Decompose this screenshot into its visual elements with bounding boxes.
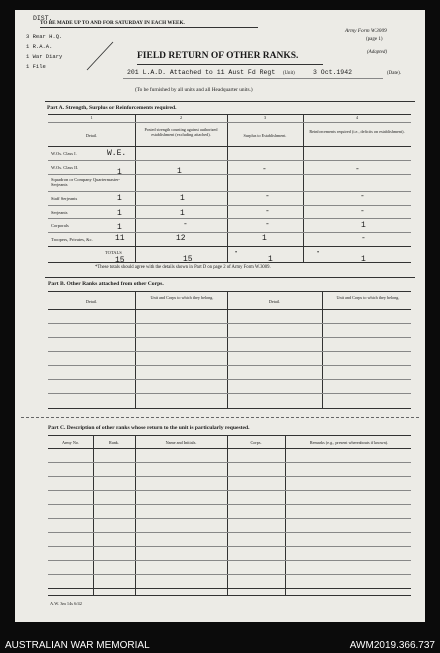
form-title: FIELD RETURN OF OTHER RANKS. <box>137 51 299 61</box>
row-label-staff-serjeants: Staff Serjeants <box>51 196 78 201</box>
part-c-header-remarks: Remarks (e.g., present whereabouts if known). <box>309 440 389 445</box>
part-c-header-corps: Corps. <box>250 440 262 445</box>
col-header-surplus: Surplus to Establishment. <box>243 133 287 138</box>
row-5-col-1: 1 <box>117 209 122 218</box>
furnish-note: (To be furnished by all units and all Headquarter units.) <box>135 87 253 93</box>
row-rule <box>48 174 411 175</box>
part-c-bottom-rule <box>48 595 411 596</box>
part-b-header-rule <box>48 309 411 310</box>
row-4-col-1: 1 <box>117 194 122 203</box>
part-b-bottom-rule <box>48 408 411 409</box>
part-c-col-line <box>135 435 136 595</box>
distribution-item-1: 3 Rear H.Q. <box>26 33 63 40</box>
row-rule <box>48 205 411 206</box>
part-c-rule-1 <box>48 435 411 436</box>
col-header-reinforcements: Reinforcements required (i.e., deficits on establishment). <box>309 129 405 134</box>
form-name: Army Form W.3009 <box>345 28 387 34</box>
row-5-col-4: - <box>360 207 365 216</box>
row-4-col-3: - <box>265 192 270 201</box>
row-4-col-4: - <box>360 192 365 201</box>
perforation-line <box>21 417 419 418</box>
part-c-row-rule <box>48 546 411 547</box>
col-number-3: 3 <box>263 115 267 120</box>
part-b-row-rule <box>48 351 411 352</box>
printer-mark: A.W. 3m 14s 6/42 <box>50 601 82 606</box>
totals-note: *These totals should agree with the details shown in Part D on page 2 of Army Form W.3009. <box>95 265 271 270</box>
adapted-label: (Adapted) <box>367 50 387 55</box>
distribution-item-3: 1 War Diary <box>26 53 63 60</box>
part-a-title: Part A. Strength, Surplus or Reinforcements required. <box>47 105 177 111</box>
row-7-col-3: 1 <box>262 234 267 243</box>
row-label-troopers: Troopers, Privates, &c. <box>51 237 93 242</box>
part-a-col-line <box>303 114 304 262</box>
row-2-col-1: 1 <box>117 168 122 177</box>
unit-label: (Unit) <box>283 71 295 76</box>
part-b-rule-2 <box>48 291 411 292</box>
col-number-rule <box>48 122 411 123</box>
row-rule <box>48 160 411 161</box>
unit-date-underline <box>123 78 383 79</box>
part-c-title: Part C. Description of other ranks whose return to the unit is particularly requested. <box>48 425 250 431</box>
row-5-col-3: - <box>265 207 270 216</box>
row-label-wo-class-1: W.Os. Class I. <box>51 151 77 156</box>
row-7-col-1: 11 <box>115 234 125 243</box>
part-c-col-line <box>93 435 94 595</box>
row-2-col-4: - <box>355 165 360 174</box>
row-1-col-1: W.E. <box>107 149 127 158</box>
col-number-4: 4 <box>355 115 359 120</box>
totals-dot-1: • <box>235 250 238 256</box>
col-header-detail: Detail. <box>85 133 98 138</box>
archive-footer <box>0 636 440 653</box>
part-c-col-line <box>227 435 228 595</box>
totals-bottom-rule <box>48 262 411 263</box>
part-b-title: Part B. Other Ranks attached from other Corps. <box>48 281 164 287</box>
totals-col-2: 15 <box>183 255 193 264</box>
distribution-item-4: 1 File <box>26 63 46 70</box>
archive-reference: AWM2019.366.737 <box>349 640 435 651</box>
part-c-row-rule <box>48 490 411 491</box>
part-c-header-army-no: Army No. <box>62 440 79 445</box>
row-rule <box>48 232 411 233</box>
distribution-tick-mark <box>83 38 123 78</box>
document-page <box>15 10 425 622</box>
row-rule <box>48 246 411 247</box>
part-a-col-line <box>135 114 136 262</box>
date-entry: 3 Oct.1942 <box>313 69 353 76</box>
part-b-row-rule <box>48 393 411 394</box>
row-2-col-3: - <box>262 165 267 174</box>
part-c-row-rule <box>48 462 411 463</box>
part-c-header-name: Name and Initials. <box>165 440 197 445</box>
row-7-col-4: - <box>361 234 366 243</box>
totals-col-3: 1 <box>268 255 273 264</box>
part-a-top-rule <box>45 101 415 102</box>
part-c-row-rule <box>48 476 411 477</box>
row-rule <box>48 191 411 192</box>
part-b-top-rule <box>45 277 415 278</box>
row-6-col-1: 1 <box>117 223 122 232</box>
part-c-bottom-rule <box>48 588 411 589</box>
part-b-header-detail-1: Detail. <box>85 299 98 304</box>
totals-col-1: 15 <box>115 256 125 265</box>
row-2-col-2: 1 <box>177 167 182 176</box>
part-c-row-rule <box>48 532 411 533</box>
row-label-wo-class-2: W.Os. Class II. <box>51 165 79 170</box>
archive-name: AUSTRALIAN WAR MEMORIAL <box>5 640 150 651</box>
date-label: (Date). <box>387 71 402 76</box>
deadline-note: TO BE MADE UP TO AND FOR SATURDAY IN EACH WEEK. <box>40 20 185 26</box>
form-title-underline <box>137 64 323 65</box>
col-number-1: 1 <box>90 115 93 120</box>
part-b-header-unit-2: Unit and Corps to which they belong. <box>336 295 400 300</box>
row-label-serjeants: Serjeants <box>51 210 68 215</box>
part-c-row-rule <box>48 504 411 505</box>
row-4-col-2: 1 <box>180 194 185 203</box>
col-number-2: 2 <box>179 115 183 120</box>
part-b-header-detail-2: Detail. <box>268 299 281 304</box>
part-b-row-rule <box>48 337 411 338</box>
row-6-col-4: 1 <box>361 221 366 230</box>
part-c-row-rule <box>48 574 411 575</box>
row-5-col-2: 1 <box>180 209 185 218</box>
part-c-header-rule <box>48 448 411 449</box>
form-page: (page 1) <box>366 37 383 42</box>
part-b-header-unit-1: Unit and Corps to which they belong. <box>150 295 214 300</box>
row-6-col-2: - <box>183 220 188 229</box>
dist-label: DIST. <box>33 15 53 22</box>
totals-label: TOTALS <box>105 250 122 255</box>
row-rule <box>48 218 411 219</box>
part-b-row-rule <box>48 365 411 366</box>
part-c-row-rule <box>48 518 411 519</box>
row-label-corporals: Corporals <box>51 223 69 228</box>
part-c-col-line <box>285 435 286 595</box>
row-6-col-3: - <box>265 220 270 229</box>
totals-col-4: 1 <box>361 255 366 264</box>
col-header-posted-strength: Posted strength counting against authorized establishment (excluding attached). <box>144 127 218 137</box>
part-b-row-rule <box>48 379 411 380</box>
deadline-underline <box>40 27 258 28</box>
distribution-item-2: 1 R.A.A. <box>26 43 53 50</box>
header-rule <box>48 146 411 147</box>
unit-entry: 201 L.A.D. Attached to 11 Aust Fd Regt <box>127 69 276 76</box>
part-b-row-rule <box>48 323 411 324</box>
row-7-col-2: 12 <box>176 234 186 243</box>
part-c-row-rule <box>48 560 411 561</box>
row-label-cqms: Squadron or Company Quartermaster-Serjeants <box>51 177 121 187</box>
totals-dot-2: • <box>317 250 320 256</box>
part-c-header-rank: Rank. <box>109 440 119 445</box>
